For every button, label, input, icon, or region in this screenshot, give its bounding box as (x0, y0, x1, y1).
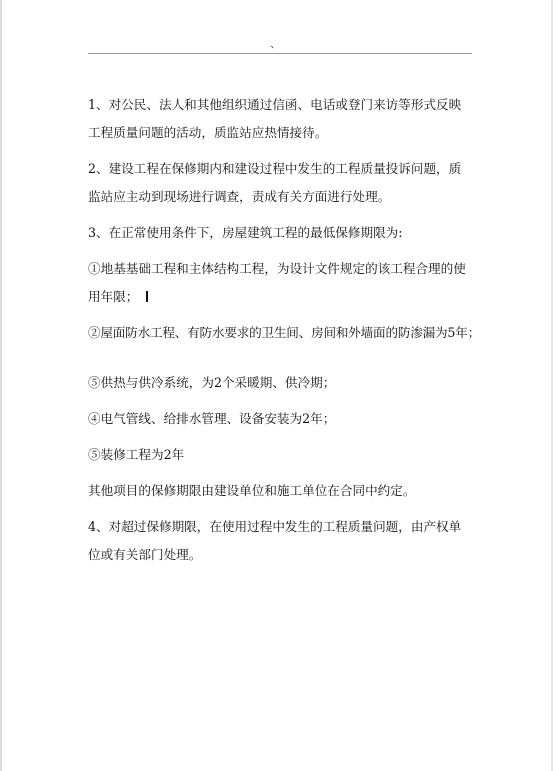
paragraph-other-items: 其他项目的保修期限由建设单位和施工单位在合同中约定。 (88, 483, 416, 498)
header-mark: 、 (270, 37, 281, 50)
paragraph-warranty-intro: 3、在正常使用条件下，房屋建筑工程的最低保修期限为: (88, 225, 403, 240)
page-edge-left (0, 0, 2, 771)
paragraph-heating-cooling: ⑤供热与供冷系统，为2个采暖期、供冷期； (88, 375, 336, 390)
paragraph-beyond-warranty: 4、对超过保修期限，在使用过程中发生的工程质量问题，由产权单位或有关部门处理。 (88, 519, 462, 562)
paragraph-electrical-plumbing: ④电气管线、给排水管理、设备安装为2年； (88, 411, 336, 426)
paragraph-complaint-reception: 1、对公民、法人和其他组织通过信函、电话或登门来访等形式反映工程质量问题的活动，质监站应热情接待。 (88, 97, 462, 140)
header-rule (88, 53, 472, 54)
text-cursor-icon (146, 291, 148, 302)
paragraph-foundation-structure (88, 255, 472, 311)
paragraph-decoration: ⑤装修工程为2年 (88, 447, 185, 462)
paragraph-complaint-investigation: 2、建设工程在保修期内和建设过程中发生的工程质量投诉问题，质监站应主动到现场进行调查，责成有关方面进行处理。 (88, 161, 462, 204)
foundation-structure-text: ①地基基础工程和主体结构工程，为设计文件规定的该工程合理的使用年限； (88, 261, 466, 304)
document-body (88, 91, 481, 569)
paragraph-waterproofing: ②屋面防水工程、有防水要求的卫生间、房间和外墙面的防渗漏为5年； (88, 325, 481, 340)
